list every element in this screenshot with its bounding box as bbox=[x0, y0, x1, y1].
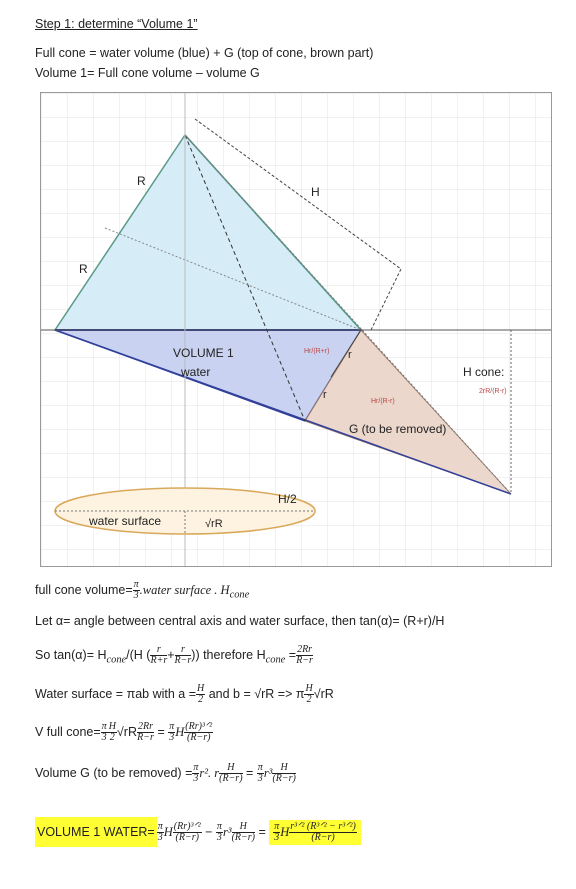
pi-over-3 bbox=[133, 580, 140, 601]
frac-h-rminus-b bbox=[272, 763, 295, 784]
frac-num: r bbox=[175, 645, 192, 656]
frac-result bbox=[289, 822, 357, 843]
label-h2: H/2 bbox=[278, 492, 297, 506]
so-eq: = bbox=[285, 647, 297, 662]
formula-water-surface bbox=[35, 684, 334, 705]
frac-den: 3 bbox=[274, 832, 280, 843]
frac-num: π bbox=[193, 762, 199, 773]
formula-tan-alpha bbox=[35, 645, 313, 666]
frac-num: H bbox=[272, 763, 295, 774]
frac-num: 2Rr bbox=[137, 721, 153, 732]
so-sub2: cone bbox=[265, 654, 286, 666]
vfull-h: H bbox=[175, 724, 185, 739]
frac-num: 2Rr bbox=[297, 644, 313, 655]
label-g: G (to be removed) bbox=[349, 422, 447, 436]
frac-num: π bbox=[169, 721, 175, 732]
frac-den: R+r bbox=[150, 655, 168, 666]
frac-num: π bbox=[257, 762, 263, 773]
label-hr2: Hr/(R-r) bbox=[371, 398, 395, 405]
label-hcone: H cone: bbox=[463, 365, 505, 379]
frac-den: 3 bbox=[169, 732, 175, 743]
frac-den: 2 bbox=[109, 732, 115, 743]
label-h: H bbox=[311, 185, 320, 199]
section-heading: Step 1: determine “Volume 1” bbox=[35, 17, 198, 31]
vfull-mid: √rR bbox=[116, 724, 137, 739]
frac-pi-3-b bbox=[216, 822, 223, 843]
frac-den: (R−r) bbox=[175, 832, 199, 843]
label-water-surface: water surface bbox=[89, 514, 162, 528]
frac-r-rplus bbox=[150, 645, 167, 666]
frac-den: R−r bbox=[137, 732, 154, 743]
frac-den: 3 bbox=[101, 732, 107, 743]
frac-den: (R−r) bbox=[231, 832, 255, 843]
frac-den: R−r bbox=[296, 655, 313, 666]
frac-num: π bbox=[101, 721, 107, 732]
vol1-h2: H bbox=[280, 824, 290, 839]
full-cone-prefix: full cone volume= bbox=[35, 582, 133, 597]
frac-den: 3 bbox=[257, 773, 263, 784]
frac-h-2-b bbox=[304, 684, 313, 705]
intro-line-1: Full cone = water volume (blue) + G (top of cone, brown part) bbox=[35, 46, 374, 60]
frac-num: π bbox=[274, 821, 280, 832]
frac-pi-3 bbox=[101, 722, 108, 743]
label-hr1: Hr/(R+r) bbox=[304, 348, 330, 355]
frac-r-rminus bbox=[175, 645, 192, 666]
frac-2rr bbox=[296, 645, 313, 666]
full-cone-sub: cone bbox=[229, 589, 250, 601]
frac-num: (Rr)³ᐟ² bbox=[173, 821, 201, 832]
volg-eq: = bbox=[242, 765, 257, 780]
frac-num: r³ᐟ² (R³ᐟ² − r³ᐟ²) bbox=[290, 821, 356, 832]
so-sub: cone bbox=[106, 654, 127, 666]
frac-num: π bbox=[157, 821, 163, 832]
frac-den: (R−r) bbox=[187, 732, 211, 743]
so-close: )) therefore H bbox=[191, 647, 266, 662]
volume1-label: VOLUME 1 WATER= bbox=[35, 817, 157, 847]
vfull-prefix: V full cone= bbox=[35, 724, 101, 739]
frac-den: 3 bbox=[193, 773, 199, 784]
surface-end: √rR bbox=[313, 686, 334, 701]
frac-den: R−r bbox=[174, 655, 192, 666]
label-volume1: VOLUME 1 bbox=[173, 346, 234, 360]
vol1-h: H bbox=[163, 824, 173, 839]
frac-den: 2 bbox=[306, 694, 312, 705]
frac-num: π bbox=[216, 821, 222, 832]
frac-num: r bbox=[150, 645, 167, 656]
volume1-result bbox=[269, 820, 361, 845]
full-cone-rest: .water surface . H bbox=[139, 582, 230, 597]
vol1-minus: − bbox=[201, 824, 216, 839]
frac-h-2 bbox=[196, 684, 205, 705]
volg-mid: r². r bbox=[199, 765, 220, 780]
frac-h-2 bbox=[108, 722, 117, 743]
so-prefix: So tan(α)= H bbox=[35, 647, 107, 662]
frac-num: H bbox=[108, 721, 116, 732]
frac-h-rminus bbox=[232, 822, 255, 843]
surface-prefix: Water surface = πab with a = bbox=[35, 686, 197, 701]
frac-pi-3-b bbox=[257, 763, 264, 784]
formula-alpha: Let α= angle between central axis and water surface, then tan(α)= (R+r)/H bbox=[35, 614, 445, 628]
formula-volume-g bbox=[35, 763, 296, 784]
frac-h-rminus bbox=[219, 763, 242, 784]
label-hcone-value: 2rR/(R-r) bbox=[479, 388, 507, 395]
frac-num: (Rr)³ᐟ² bbox=[185, 721, 213, 732]
label-r2: r bbox=[323, 389, 327, 401]
frac-num: π bbox=[133, 579, 139, 590]
formula-v-full-cone bbox=[35, 722, 213, 743]
frac-den: 2 bbox=[198, 694, 204, 705]
frac-den: (R−r) bbox=[311, 832, 335, 843]
frac-rr32 bbox=[184, 722, 213, 743]
frac-num: H bbox=[232, 822, 255, 833]
so-mid: /(H ( bbox=[126, 647, 151, 662]
formula-full-cone bbox=[35, 580, 249, 601]
vfull-eq: = bbox=[153, 724, 169, 739]
frac-pi-3 bbox=[157, 822, 164, 843]
frac-den: 3 bbox=[216, 832, 222, 843]
volg-prefix: Volume G (to be removed) = bbox=[35, 765, 193, 780]
frac-den: 3 bbox=[157, 832, 163, 843]
label-r-left: R bbox=[79, 262, 88, 276]
frac-num: H bbox=[219, 763, 242, 774]
label-r1: r bbox=[348, 349, 352, 361]
vol1-r3: r³ bbox=[222, 824, 232, 839]
frac-den: 3 bbox=[133, 590, 139, 601]
surface-mid: and b = √rR => π bbox=[205, 686, 305, 701]
frac-den: (R−r) bbox=[219, 773, 243, 784]
frac-2rr bbox=[137, 722, 154, 743]
label-r-top: R bbox=[137, 174, 146, 188]
frac-rr32 bbox=[173, 822, 202, 843]
label-water: water bbox=[181, 365, 211, 379]
frac-num: H bbox=[197, 683, 205, 694]
label-sqrt-rr: √rR bbox=[205, 518, 223, 530]
volg-r3: r³ bbox=[263, 765, 273, 780]
intro-line-2: Volume 1= Full cone volume – volume G bbox=[35, 66, 260, 80]
vol1-eq: = bbox=[254, 824, 270, 839]
cone-diagram bbox=[40, 92, 552, 567]
frac-num: H bbox=[305, 683, 313, 694]
so-plus: + bbox=[167, 647, 175, 662]
formula-volume1-water bbox=[35, 820, 361, 845]
frac-den: (R−r) bbox=[272, 773, 296, 784]
